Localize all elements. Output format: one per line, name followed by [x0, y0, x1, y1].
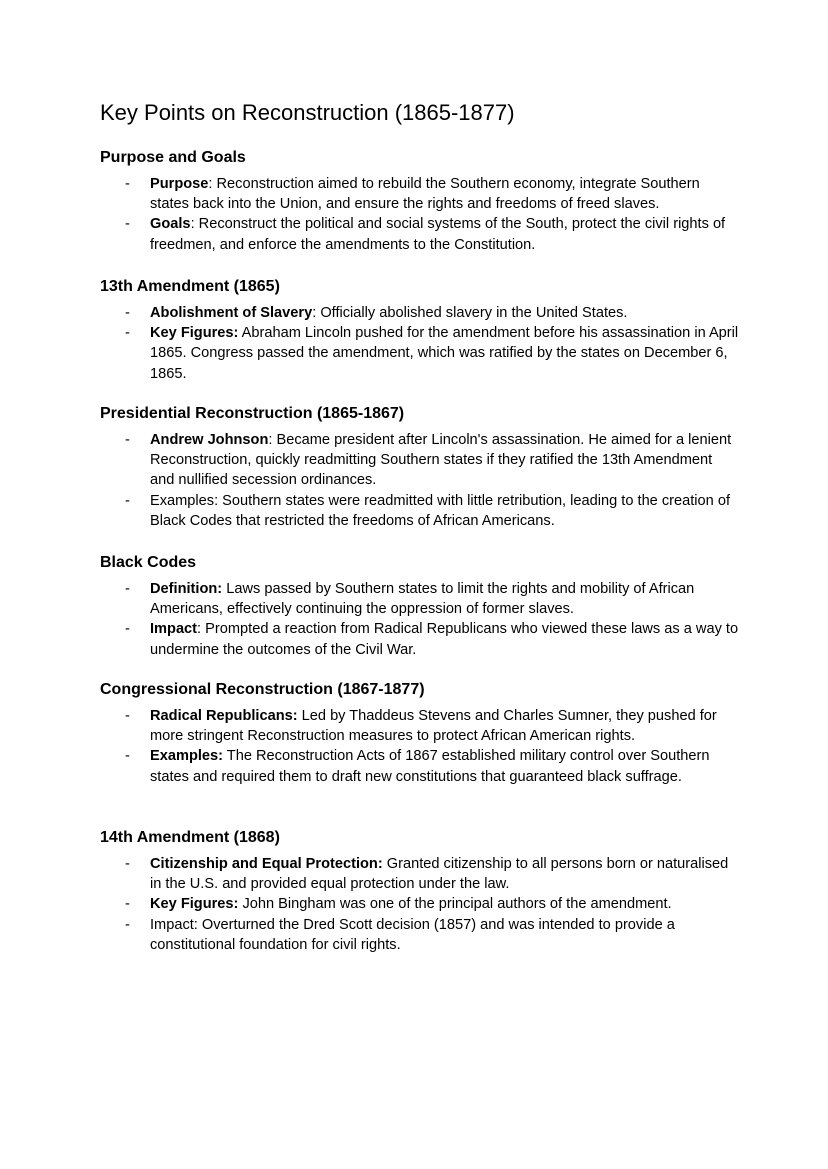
item-text: Officially abolished slavery in the United States.	[316, 305, 628, 321]
dash-bullet-icon: -	[125, 621, 130, 638]
item-text: Laws passed by Southern states to limit the rights and mobility of African Americans, effectively continuing the oppression of former slaves.	[150, 581, 695, 618]
list-item	[100, 174, 740, 214]
item-label: Goals	[150, 216, 191, 233]
list-item	[100, 430, 740, 491]
section-heading: Congressional Reconstruction (1867-1877)	[100, 681, 425, 698]
item-label: Citizenship and Equal Protection:	[150, 856, 383, 872]
dash-bullet-icon: -	[125, 216, 130, 233]
list-item	[100, 303, 740, 323]
section-heading: Black Codes	[100, 554, 197, 571]
section-13th-amendment	[100, 277, 740, 384]
dash-bullet-icon: -	[125, 748, 130, 765]
bullet-list	[100, 303, 740, 384]
dash-bullet-icon: -	[125, 896, 130, 913]
item-text: The Reconstruction Acts of 1867 established military control over Southern states and required them to draft new constitutions that guaranteed black suffrage.	[150, 748, 710, 785]
section-congressional-reconstruction	[100, 680, 740, 787]
dash-bullet-icon: -	[125, 325, 130, 342]
item-text: Led by Thaddeus Stevens and Charles Sumner, they pushed for more stringent Reconstruction measures to protect African American rights.	[150, 708, 717, 745]
document-title: Key Points on Reconstruction (1865-1877)	[100, 100, 515, 125]
section-heading: Purpose and Goals	[100, 149, 246, 166]
section-heading: Presidential Reconstruction (1865-1867)	[100, 405, 405, 422]
item-label: Andrew Johnson	[150, 432, 269, 448]
bullet-list	[100, 706, 740, 787]
item-label: Radical Republicans:	[150, 708, 298, 724]
item-text: Granted citizenship to all persons born or naturalised in the U.S. and provided equal protection under the law.	[150, 856, 729, 893]
item-text: Prompted a reaction from Radical Republicans who viewed these laws as a way to undermine the outcomes of the Civil War.	[150, 621, 739, 658]
list-item	[100, 323, 740, 384]
item-label: Purpose	[150, 176, 209, 192]
item-text: John Bingham was one of the principal authors of the amendment.	[238, 896, 672, 913]
section-purpose-and-goals	[100, 148, 740, 255]
section-presidential-reconstruction	[100, 404, 740, 531]
item-text: Became president after Lincoln's assassination. He aimed for a lenient Reconstruction, quickly readmitting Southern states if they ratified the 13th Amendment and nullified secession ordinances.	[150, 432, 732, 489]
item-text: Reconstruct the political and social systems of the South, protect the civil rights of freedmen, and enforce the amendments to the Constitution.	[150, 216, 726, 253]
item-text: Abraham Lincoln pushed for the amendment before his assassination in April 1865. Congress passed the amendment, which was ratified by the states on December 6, 1865.	[150, 325, 739, 382]
item-sep: :	[312, 305, 317, 321]
list-item	[100, 706, 740, 746]
item-text: Examples: Southern states were readmitted with little retribution, leading to the creation of Black Codes that restricted the freedoms of African Americans.	[150, 492, 731, 529]
dash-bullet-icon: -	[125, 856, 130, 872]
bullet-list	[100, 430, 740, 531]
dash-bullet-icon: -	[125, 176, 130, 192]
dash-bullet-icon: -	[125, 305, 130, 321]
item-label: Examples:	[150, 748, 224, 765]
item-label: Definition:	[150, 581, 223, 597]
item-sep: :	[268, 432, 273, 448]
list-item	[100, 894, 740, 914]
list-item	[100, 746, 740, 786]
item-text: Reconstruction aimed to rebuild the Southern economy, integrate Southern states back into the Union, and ensure the rights and freedoms of freed slaves.	[150, 176, 700, 213]
item-text: Impact: Overturned the Dred Scott decision (1857) and was intended to provide a constitutional foundation for civil rights.	[150, 916, 675, 953]
section-heading: 14th Amendment (1868)	[100, 829, 280, 846]
item-label: Key Figures:	[150, 325, 239, 342]
dash-bullet-icon: -	[125, 916, 130, 933]
section-14th-amendment	[100, 828, 740, 955]
list-item	[100, 619, 740, 659]
list-item	[100, 915, 740, 955]
dash-bullet-icon: -	[125, 581, 130, 597]
item-sep: :	[208, 176, 213, 192]
bullet-list	[100, 579, 740, 660]
bullet-list	[100, 174, 740, 255]
item-label: Abolishment of Slavery	[150, 305, 313, 321]
list-item	[100, 214, 740, 254]
list-item	[100, 491, 740, 531]
item-label: Key Figures:	[150, 896, 239, 913]
item-label: Impact	[150, 621, 198, 638]
dash-bullet-icon: -	[125, 432, 130, 448]
bullet-list	[100, 854, 740, 955]
list-item	[100, 579, 740, 619]
item-sep: :	[197, 621, 202, 638]
list-item	[100, 854, 740, 894]
dash-bullet-icon: -	[125, 492, 130, 509]
section-black-codes	[100, 553, 740, 660]
item-sep: :	[190, 216, 195, 233]
section-heading: 13th Amendment (1865)	[100, 278, 280, 295]
dash-bullet-icon: -	[125, 708, 130, 724]
